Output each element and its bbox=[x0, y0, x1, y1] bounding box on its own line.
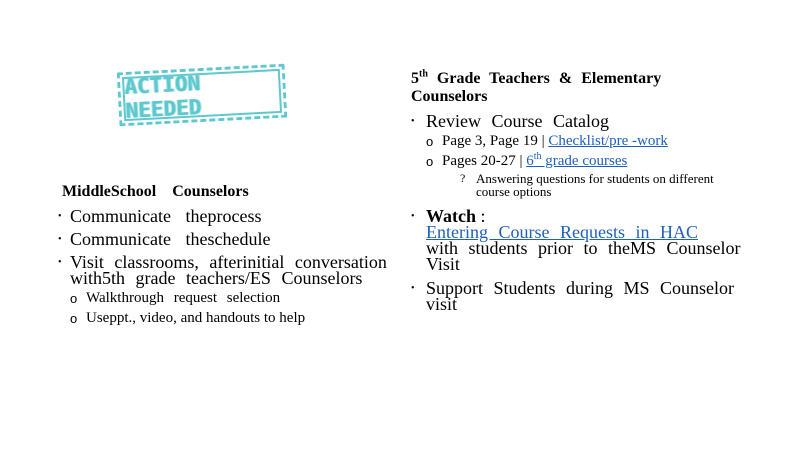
list-item bbox=[58, 254, 388, 327]
watch-label: Watch bbox=[426, 206, 477, 226]
sub-list-item-text: Pages 20-27 | bbox=[442, 153, 523, 169]
left-bullet-list bbox=[58, 208, 388, 327]
note-list bbox=[442, 172, 741, 198]
note-item bbox=[460, 172, 741, 198]
bullet-icon: • bbox=[411, 116, 415, 127]
circle-bullet-icon: o bbox=[426, 134, 434, 149]
watch-colon: : bbox=[476, 206, 486, 226]
right-bullet-list bbox=[411, 113, 741, 312]
list-item-text: Review Course Catalog bbox=[426, 111, 609, 131]
list-item-text: Visit classrooms, afterinitial conversation with5th grade teachers/ES Counselors bbox=[70, 252, 387, 288]
right-heading bbox=[411, 70, 741, 106]
circle-bullet-icon: o bbox=[70, 311, 78, 326]
note-text: Answering questions for students on different course options bbox=[476, 171, 714, 199]
list-item-text: with students prior to theMS Counselor Visit bbox=[426, 238, 741, 274]
entering-course-requests-link[interactable]: Entering Course Requests in HAC bbox=[426, 222, 698, 242]
list-item-text: Support Students during MS Counselor visit bbox=[426, 278, 735, 314]
heading-superscript: th bbox=[419, 68, 428, 80]
left-heading: MiddleSchool Counselors bbox=[62, 183, 249, 200]
bullet-icon: • bbox=[411, 283, 415, 294]
bullet-icon: • bbox=[58, 257, 62, 268]
list-item-text: Communicate theschedule bbox=[70, 229, 271, 249]
circle-bullet-icon: o bbox=[70, 291, 78, 306]
list-item bbox=[58, 208, 388, 224]
bullet-icon: • bbox=[58, 234, 62, 245]
sub-list-item bbox=[70, 310, 388, 327]
checklist-link[interactable]: Checklist/pre -work bbox=[548, 133, 668, 149]
bullet-icon: • bbox=[411, 211, 415, 222]
question-bullet-icon: ? bbox=[460, 171, 466, 185]
list-item bbox=[411, 113, 741, 198]
circle-bullet-icon: o bbox=[426, 154, 434, 169]
sub-list-item bbox=[426, 133, 741, 150]
left-sub-list bbox=[70, 290, 388, 327]
list-item bbox=[411, 280, 741, 312]
heading-number: 5 bbox=[411, 70, 419, 87]
link-number: 6 bbox=[526, 153, 534, 169]
middle-school-counselors-section bbox=[58, 183, 388, 327]
list-item-text: Communicate theprocess bbox=[70, 206, 262, 226]
bullet-icon: • bbox=[58, 211, 62, 222]
sub-list-item bbox=[70, 290, 388, 307]
fifth-grade-section bbox=[411, 70, 741, 312]
list-item bbox=[411, 208, 741, 272]
sixth-grade-courses-link[interactable] bbox=[526, 153, 627, 169]
stamp-inner-border bbox=[122, 69, 282, 121]
sub-list-item-text: Page 3, Page 19 | bbox=[442, 133, 545, 149]
link-superscript: th bbox=[533, 151, 542, 162]
action-needed-stamp bbox=[117, 64, 288, 127]
sub-list-item-text: Walkthrough request selection bbox=[86, 290, 281, 306]
sub-list-item-text: Useppt., video, and handouts to help bbox=[86, 310, 306, 326]
stamp-text: ACTION NEEDED bbox=[123, 71, 203, 123]
heading-text: Grade Teachers & Elementary Counselors bbox=[411, 70, 662, 105]
link-text: grade courses bbox=[541, 153, 628, 169]
right-sub-list bbox=[426, 133, 741, 198]
sub-list-item bbox=[426, 153, 741, 198]
list-item bbox=[58, 231, 388, 247]
